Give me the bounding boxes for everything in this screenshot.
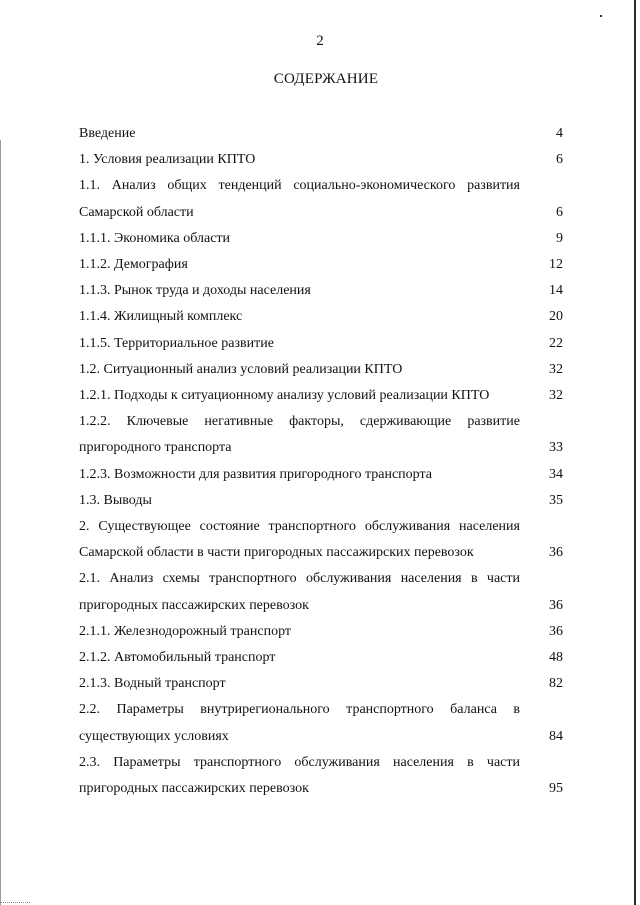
toc-entry-title: 1. Условия реализации КПТО [79, 152, 256, 168]
toc-entry-title: 1.2.3. Возможности для развития пригородного транспорта [79, 466, 432, 482]
toc-entry-page: 14 [549, 283, 563, 299]
toc-entry [79, 619, 563, 645]
toc-entry-title: 1.2.2. Ключевые негативные факторы, сдерживающие развитие пригородного транспорта [79, 414, 520, 456]
toc-entry [79, 278, 563, 304]
toc-entry-title: 2.2. Параметры внутрирегионального транспортного баланса в существующих условиях [79, 702, 520, 744]
toc-entry-title: 1.1.3. Рынок труда и доходы населения [79, 283, 311, 299]
toc-entry-title: 2.1.3. Водный транспорт [79, 676, 226, 692]
toc-entry-title: 1.1.4. Жилищный комплекс [79, 309, 243, 325]
toc-entry-page: 9 [556, 230, 563, 246]
toc-entry-title: 1.1.5. Территориальное развитие [79, 335, 274, 351]
toc-entry-title: 1.2. Ситуационный анализ условий реализации КПТО [79, 361, 403, 377]
toc-entry-title: 2.1.2. Автомобильный транспорт [79, 650, 276, 666]
toc-entry-page: 33 [549, 440, 563, 456]
toc-entry-title: 1.1. Анализ общих тенденций социально-экономического развития Самарской области [79, 178, 520, 220]
scan-speck [600, 15, 602, 17]
toc-entry-title: 1.1.1. Экономика области [79, 230, 231, 246]
toc-entry [79, 383, 563, 409]
toc-entry-page: 84 [549, 728, 563, 744]
toc-entry-title: 2. Существующее состояние транспортного обслуживания населения Самарской области в части пригородных пассажирских перевозок [79, 519, 520, 561]
toc-entry [79, 514, 563, 566]
toc-entry-page: 6 [556, 204, 563, 220]
toc-entry [79, 645, 563, 671]
toc-entry-title: Введение [79, 126, 136, 141]
toc-entry [79, 750, 563, 802]
page-number: 2 [316, 33, 324, 49]
toc-entry [79, 409, 563, 461]
toc-entry-title: 1.3. Выводы [79, 492, 152, 508]
toc-entry [79, 121, 563, 147]
toc-entry-title: 2.1.1. Железнодорожный транспорт [79, 623, 292, 639]
toc-entry-page: 4 [556, 126, 563, 141]
toc-entry [79, 331, 563, 357]
toc-entry-page: 35 [549, 492, 563, 508]
scan-edge-right [634, 0, 636, 905]
toc-entry-page: 22 [549, 335, 563, 351]
toc-entry [79, 462, 563, 488]
toc-entry-page: 95 [549, 781, 563, 797]
toc-entry [79, 304, 563, 330]
toc-entry [79, 173, 563, 225]
toc-entry-page: 20 [549, 309, 563, 325]
toc-entry [79, 488, 563, 514]
toc-entry-page: 12 [549, 257, 563, 273]
toc-entry [79, 671, 563, 697]
toc-entry-page: 48 [549, 650, 563, 666]
toc-entry [79, 252, 563, 278]
toc-entry-page: 32 [549, 388, 563, 404]
toc-entry-page: 34 [549, 466, 563, 482]
toc-entry-page: 32 [549, 361, 563, 377]
toc-title: СОДЕРЖАНИЕ [273, 71, 379, 87]
toc-entry [79, 147, 563, 173]
toc-entry [79, 566, 563, 618]
toc-entry-title: 2.3. Параметры транспортного обслуживания населения в части пригородных пассажирских перевозок [79, 754, 520, 797]
scan-edge-left [0, 140, 1, 905]
toc-entry-page: 36 [549, 597, 563, 613]
toc-entry [79, 357, 563, 383]
toc-entry-page: 36 [549, 545, 563, 561]
toc-entry-page: 6 [556, 152, 563, 168]
toc-entry-page: 82 [549, 676, 563, 692]
toc-entry [79, 226, 563, 252]
toc-entry [79, 697, 563, 749]
toc-entry-title: 1.1.2. Демография [79, 257, 188, 273]
toc-entry-page: 36 [549, 623, 563, 639]
toc-entry-title: 1.2.1. Подходы к ситуационному анализу условий реализации КПТО [79, 388, 490, 404]
toc-entry-title: 2.1. Анализ схемы транспортного обслуживания населения в части пригородных пассажирских перевозок [79, 571, 520, 613]
scan-dots [0, 902, 30, 904]
table-of-contents [79, 121, 563, 802]
